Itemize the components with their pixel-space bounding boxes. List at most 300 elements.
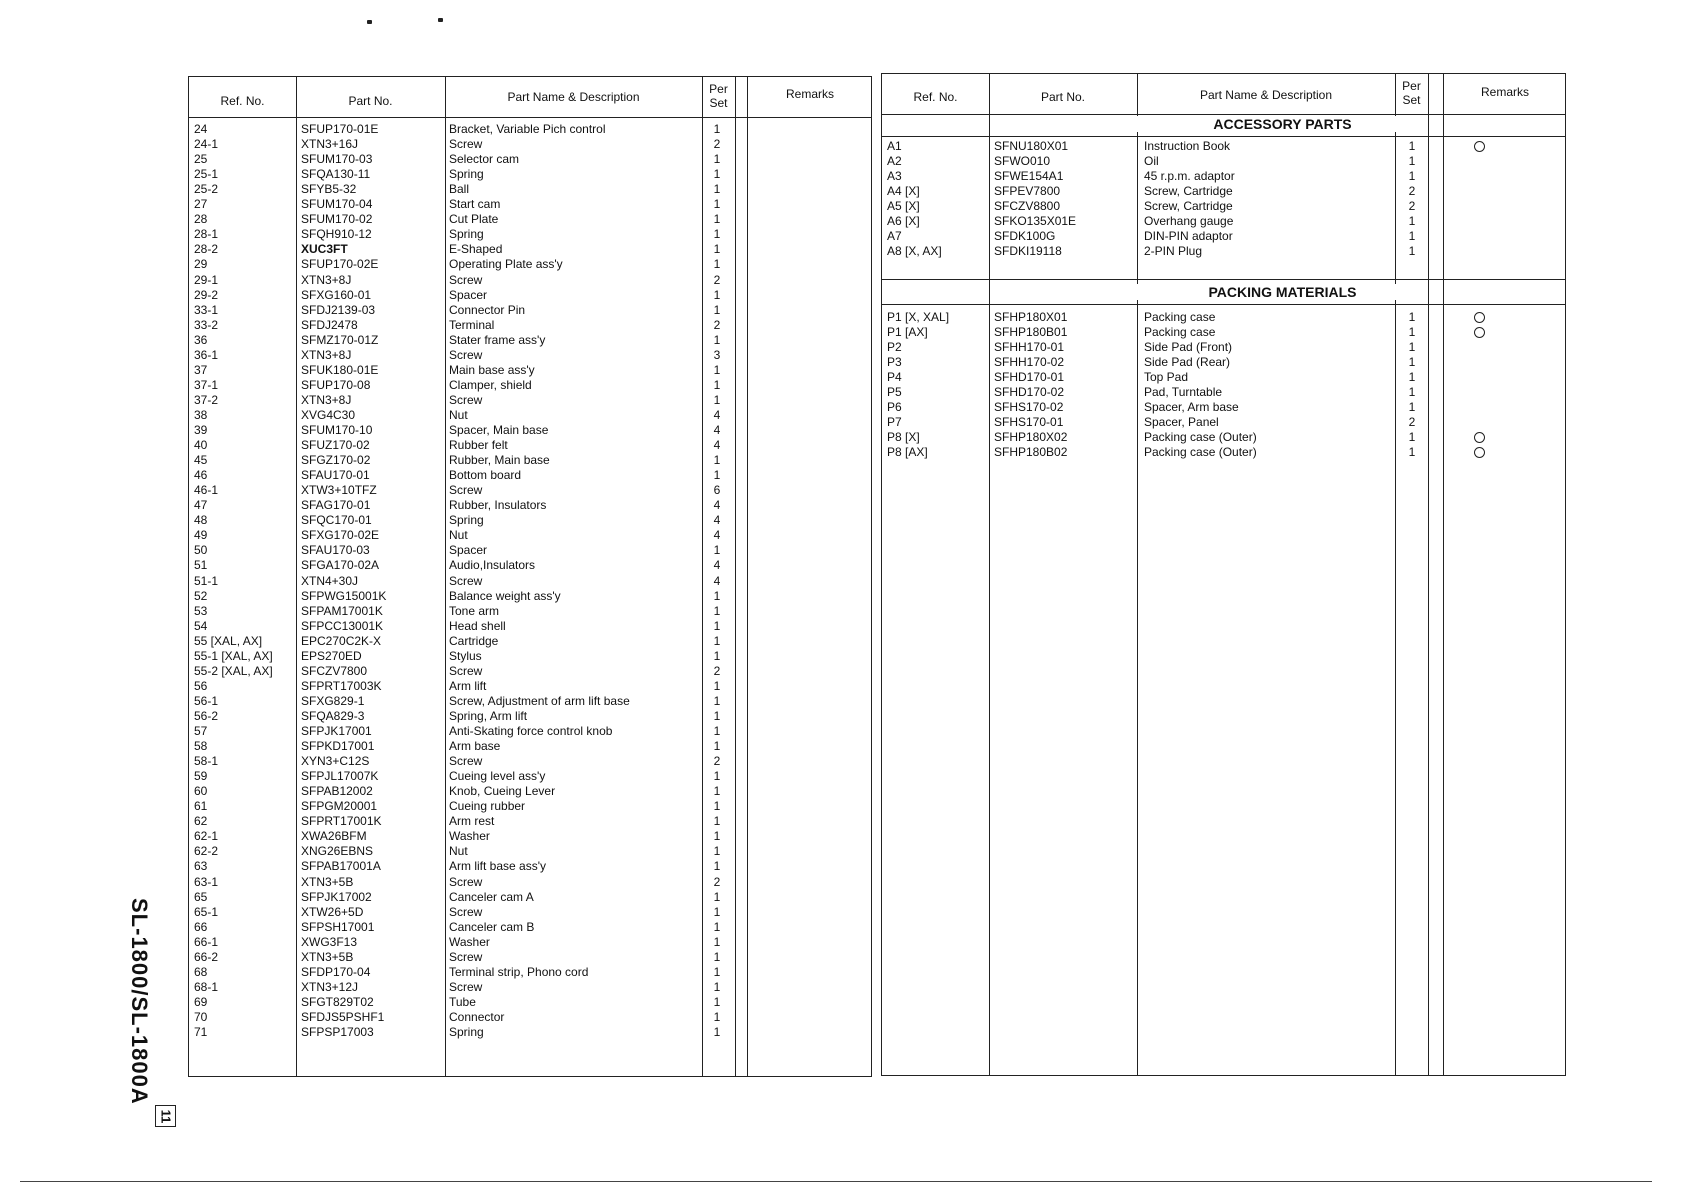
cell-part: XTN3+12J bbox=[301, 979, 359, 994]
cell-name: Bottom board bbox=[449, 468, 522, 483]
cell-qty: 1 bbox=[713, 197, 721, 212]
cell-ref: P8 [X] bbox=[887, 430, 920, 444]
cell-qty: 1 bbox=[713, 332, 721, 347]
remark-circle-icon bbox=[1474, 312, 1485, 323]
cell-name: Cut Plate bbox=[449, 212, 499, 227]
cell-ref: 24-1 bbox=[194, 137, 219, 152]
cell-name: Side Pad (Front) bbox=[1144, 340, 1233, 354]
cell-part: SFUM170-02 bbox=[301, 212, 373, 227]
cell-ref: 39 bbox=[194, 423, 208, 437]
cell-ref: 55-1 [XAL, AX] bbox=[194, 648, 273, 663]
cell-qty: 1 bbox=[713, 377, 721, 392]
cell-ref: 58-1 bbox=[194, 754, 219, 769]
cell-part: SFDJ2139-03 bbox=[301, 302, 376, 317]
cell-ref: P2 bbox=[887, 340, 902, 354]
cell-qty: 1 bbox=[713, 302, 721, 317]
cell-part: SFWO010 bbox=[994, 154, 1051, 168]
cell-name: 45 r.p.m. adaptor bbox=[1144, 169, 1235, 183]
header-part-name: Part Name & Description bbox=[1199, 88, 1333, 102]
cell-part: SFHP180X01 bbox=[994, 310, 1068, 324]
cell-name: Side Pad (Rear) bbox=[1144, 355, 1231, 369]
header-per-set: Per Set bbox=[1402, 79, 1421, 107]
cell-ref: A4 [X] bbox=[887, 184, 920, 198]
cell-ref: 37 bbox=[194, 362, 208, 377]
cell-name: Selector cam bbox=[449, 152, 520, 167]
cell-qty: 1 bbox=[713, 603, 721, 618]
cell-ref: 45 bbox=[194, 453, 208, 468]
cell-name: E-Shaped bbox=[449, 242, 503, 257]
cell-name: Screw bbox=[449, 904, 483, 919]
cell-part: SFHP180B02 bbox=[994, 445, 1068, 459]
cell-part: SFUM170-10 bbox=[301, 423, 373, 437]
remark-circle-icon bbox=[1474, 141, 1485, 152]
header-part-no: Part No. bbox=[1040, 90, 1085, 104]
cell-part: EPC270C2K-X bbox=[301, 633, 382, 648]
cell-name: Spring bbox=[449, 167, 484, 182]
cell-ref: 59 bbox=[194, 769, 208, 784]
cell-name: Arm lift base ass'y bbox=[449, 859, 546, 874]
cell-part: XTW26+5D bbox=[301, 904, 364, 919]
cell-name: Rubber felt bbox=[449, 438, 508, 453]
cell-qty: 1 bbox=[713, 1025, 721, 1039]
cell-ref: 29-2 bbox=[194, 287, 219, 302]
cell-name: Cueing rubber bbox=[449, 799, 526, 814]
cell-part: SFXG160-01 bbox=[301, 287, 372, 302]
cell-ref: 36-1 bbox=[194, 347, 219, 362]
cell-ref: A3 bbox=[887, 169, 902, 183]
cell-ref: P8 [AX] bbox=[887, 445, 928, 459]
cell-ref: 28 bbox=[194, 212, 208, 227]
cell-name: Oil bbox=[1144, 154, 1159, 168]
cell-part: SFQA130-11 bbox=[301, 167, 371, 182]
cell-name: Anti-Skating force control knob bbox=[449, 724, 613, 738]
cell-part: XNG26EBNS bbox=[301, 844, 374, 859]
cell-name: Nut bbox=[449, 844, 468, 859]
cell-name: Screw bbox=[449, 754, 483, 769]
cell-part: SFHD170-01 bbox=[994, 370, 1065, 384]
page-number-text: 11 bbox=[158, 1109, 173, 1123]
cell-qty: 1 bbox=[713, 799, 721, 814]
cell-part: SFUM170-03 bbox=[301, 152, 373, 167]
cell-name: Packing case bbox=[1144, 310, 1216, 324]
cell-ref: 57 bbox=[194, 724, 208, 738]
cell-part: SFGA170-02A bbox=[301, 558, 380, 573]
cell-ref: 28-1 bbox=[194, 227, 219, 242]
cell-qty: 1 bbox=[713, 167, 721, 182]
cell-ref: 37-2 bbox=[194, 392, 219, 407]
cell-part: SFUK180-01E bbox=[301, 362, 379, 377]
remark-circle-icon bbox=[1474, 447, 1485, 458]
cell-name: Screw, Cartridge bbox=[1144, 184, 1233, 198]
cell-part: XTN3+16J bbox=[301, 137, 359, 152]
header-remarks: Remarks bbox=[785, 87, 834, 101]
cell-ref: A2 bbox=[887, 154, 902, 168]
cell-ref: 25-1 bbox=[194, 167, 219, 182]
cell-qty: 1 bbox=[713, 949, 721, 964]
cell-part: SFPAB12002 bbox=[301, 784, 373, 799]
cell-ref: 65-1 bbox=[194, 904, 219, 919]
cell-name: Packing case (Outer) bbox=[1144, 445, 1257, 459]
cell-ref: 36 bbox=[194, 332, 208, 347]
cell-qty: 1 bbox=[713, 362, 721, 377]
cell-ref: P7 bbox=[887, 415, 902, 429]
cell-ref: 53 bbox=[194, 603, 208, 618]
model-title: SL-1800/SL-1800A bbox=[127, 898, 152, 1105]
cell-ref: 56-2 bbox=[194, 708, 219, 723]
cell-name: DIN-PIN adaptor bbox=[1144, 229, 1233, 243]
cell-name: Rubber, Main base bbox=[449, 453, 550, 468]
cell-name: Screw, Cartridge bbox=[1144, 199, 1233, 213]
cell-part: EPS270ED bbox=[301, 648, 362, 663]
cell-part: SFQA829-3 bbox=[301, 708, 365, 723]
cell-name: Screw bbox=[449, 272, 483, 287]
cell-qty: 1 bbox=[713, 287, 721, 302]
cell-name: Spacer, Panel bbox=[1144, 415, 1219, 429]
cell-qty: 1 bbox=[713, 227, 721, 242]
cell-name: Spacer, Arm base bbox=[1144, 400, 1239, 414]
cell-ref: A5 [X] bbox=[887, 199, 920, 213]
cell-name: Packing case (Outer) bbox=[1144, 430, 1257, 444]
cell-ref: 63 bbox=[194, 859, 208, 874]
cell-ref: 24 bbox=[194, 122, 208, 136]
cell-ref: 66 bbox=[194, 919, 208, 934]
cell-ref: 62 bbox=[194, 814, 208, 829]
cell-part: XVG4C30 bbox=[301, 407, 356, 422]
cell-name: Nut bbox=[449, 407, 468, 422]
cell-part: SFPJK17001 bbox=[301, 724, 372, 738]
cell-qty: 1 bbox=[713, 182, 721, 197]
remark-circle-icon bbox=[1474, 327, 1485, 338]
cell-qty: 1 bbox=[713, 919, 721, 934]
cell-qty: 1 bbox=[1408, 139, 1416, 153]
cell-qty: 1 bbox=[713, 588, 721, 603]
cell-qty: 1 bbox=[713, 453, 721, 468]
cell-ref: 29-1 bbox=[194, 272, 219, 287]
cell-qty: 1 bbox=[1408, 214, 1416, 228]
cell-name: Instruction Book bbox=[1144, 139, 1231, 153]
cell-qty: 2 bbox=[713, 137, 721, 152]
cell-name: Arm lift bbox=[449, 678, 487, 693]
cell-ref: 70 bbox=[194, 1009, 208, 1024]
cell-qty: 1 bbox=[1408, 325, 1416, 339]
cell-part: XTN3+5B bbox=[301, 874, 354, 889]
cell-ref: 63-1 bbox=[194, 874, 219, 889]
cell-part: SFCZV8800 bbox=[994, 199, 1061, 213]
cell-part: SFKO135X01E bbox=[994, 214, 1077, 228]
cell-part: SFQC170-01 bbox=[301, 513, 372, 528]
cell-name: Overhang gauge bbox=[1144, 214, 1234, 228]
cell-name: Screw bbox=[449, 483, 483, 498]
cell-qty: 2 bbox=[713, 754, 721, 769]
cell-qty: 4 bbox=[713, 573, 721, 588]
cell-qty: 3 bbox=[713, 347, 721, 362]
cell-ref: 71 bbox=[194, 1025, 208, 1039]
cell-name: Screw bbox=[449, 137, 483, 152]
cell-name: Washer bbox=[449, 829, 490, 844]
section-title-accessory-parts: ACCESSORY PARTS bbox=[1137, 116, 1428, 132]
cell-ref: 51 bbox=[194, 558, 208, 573]
cell-part: SFAU170-03 bbox=[301, 543, 370, 558]
header-part-no: Part No. bbox=[348, 94, 393, 108]
cell-qty: 1 bbox=[713, 122, 721, 136]
cell-part: SFDK100G bbox=[994, 229, 1056, 243]
cell-name: Washer bbox=[449, 934, 490, 949]
cell-ref: 60 bbox=[194, 784, 208, 799]
cell-name: Top Pad bbox=[1144, 370, 1189, 384]
cell-ref: 54 bbox=[194, 618, 208, 633]
cell-qty: 1 bbox=[713, 829, 721, 844]
cell-ref: P1 [AX] bbox=[887, 325, 928, 339]
cell-ref: P1 [X, XAL] bbox=[887, 310, 950, 324]
cell-qty: 1 bbox=[713, 708, 721, 723]
cell-qty: 1 bbox=[1408, 355, 1416, 369]
cell-part: SFPSH17001 bbox=[301, 919, 375, 934]
cell-part: SFCZV7800 bbox=[301, 663, 368, 678]
cell-part: SFUM170-04 bbox=[301, 197, 373, 212]
cell-part: SFMZ170-01Z bbox=[301, 332, 379, 347]
cell-name: Start cam bbox=[449, 197, 501, 212]
cell-qty: 4 bbox=[713, 423, 721, 437]
cell-part: SFPAM17001K bbox=[301, 603, 383, 618]
cell-part: SFPJK17002 bbox=[301, 889, 372, 904]
cell-qty: 1 bbox=[713, 468, 721, 483]
cell-part: XTN3+8J bbox=[301, 392, 352, 407]
cell-qty: 1 bbox=[1408, 244, 1416, 258]
header-ref-no: Ref. No. bbox=[220, 94, 265, 108]
cell-ref: 47 bbox=[194, 498, 208, 513]
cell-name: Terminal strip, Phono cord bbox=[449, 964, 589, 979]
cell-qty: 2 bbox=[713, 272, 721, 287]
cell-qty: 1 bbox=[1408, 400, 1416, 414]
cell-part: XUC3FT bbox=[301, 242, 348, 257]
cell-ref: 49 bbox=[194, 528, 208, 543]
cell-part: XTW3+10TFZ bbox=[301, 483, 377, 498]
cell-part: SFPCC13001K bbox=[301, 618, 384, 633]
bottom-rule bbox=[20, 1181, 1652, 1182]
cell-part: SFPSP17003 bbox=[301, 1025, 374, 1039]
cell-part: SFPGM20001 bbox=[301, 799, 378, 814]
cell-name: Spacer, Main base bbox=[449, 423, 549, 437]
cell-name: Pad, Turntable bbox=[1144, 385, 1223, 399]
header-per-set: Per Set bbox=[709, 82, 728, 110]
cell-qty: 1 bbox=[1408, 229, 1416, 243]
cell-qty: 1 bbox=[713, 678, 721, 693]
cell-qty: 1 bbox=[713, 724, 721, 738]
cell-part: XTN4+30J bbox=[301, 573, 359, 588]
cell-part: SFHH170-02 bbox=[994, 355, 1065, 369]
cell-name: Screw bbox=[449, 347, 483, 362]
cell-qty: 1 bbox=[713, 1009, 721, 1024]
cell-name: Spring bbox=[449, 513, 484, 528]
cell-name: Cartridge bbox=[449, 633, 499, 648]
cell-ref: 25 bbox=[194, 152, 208, 167]
cell-ref: 52 bbox=[194, 588, 208, 603]
cell-name: Screw bbox=[449, 392, 483, 407]
cell-name: Audio,Insulators bbox=[449, 558, 536, 573]
cell-ref: 61 bbox=[194, 799, 208, 814]
cell-ref: 66-2 bbox=[194, 949, 219, 964]
cell-part: SFPRT17001K bbox=[301, 814, 382, 829]
cell-part: SFWE154A1 bbox=[994, 169, 1064, 183]
cell-ref: 55 [XAL, AX] bbox=[194, 633, 263, 648]
cell-qty: 1 bbox=[713, 814, 721, 829]
cell-qty: 1 bbox=[713, 633, 721, 648]
cell-qty: 1 bbox=[1408, 169, 1416, 183]
cell-ref: 58 bbox=[194, 739, 208, 754]
cell-part: XWG3F13 bbox=[301, 934, 358, 949]
cell-ref: 56 bbox=[194, 678, 208, 693]
cell-name: Screw bbox=[449, 573, 483, 588]
cell-qty: 1 bbox=[713, 543, 721, 558]
cell-qty: 2 bbox=[1408, 415, 1416, 429]
cell-name: Screw bbox=[449, 663, 483, 678]
cell-part: SFDKI19118 bbox=[994, 244, 1062, 258]
cell-qty: 4 bbox=[713, 498, 721, 513]
cell-name: Canceler cam B bbox=[449, 919, 535, 934]
cell-qty: 1 bbox=[1408, 340, 1416, 354]
cell-part: SFXG170-02E bbox=[301, 528, 380, 543]
cell-name: Connector Pin bbox=[449, 302, 526, 317]
cell-qty: 1 bbox=[713, 618, 721, 633]
cell-ref: 56-1 bbox=[194, 693, 219, 708]
cell-part: SFNU180X01 bbox=[994, 139, 1069, 153]
cell-ref: 69 bbox=[194, 994, 208, 1009]
cell-name: Bracket, Variable Pich control bbox=[449, 122, 606, 136]
cell-part: SFDP170-04 bbox=[301, 964, 371, 979]
remark-circle-icon bbox=[1474, 432, 1485, 443]
cell-name: Balance weight ass'y bbox=[449, 588, 561, 603]
cell-part: XTN3+8J bbox=[301, 347, 352, 362]
cell-ref: A1 bbox=[887, 139, 902, 153]
cell-name: Spring, Arm lift bbox=[449, 708, 528, 723]
cell-part: SFHH170-01 bbox=[994, 340, 1065, 354]
parts-table-main bbox=[188, 76, 872, 1077]
cell-qty: 1 bbox=[713, 979, 721, 994]
cell-name: Arm base bbox=[449, 739, 501, 754]
cell-part: SFGT829T02 bbox=[301, 994, 374, 1009]
cell-ref: 29 bbox=[194, 257, 208, 272]
cell-part: SFDJS5PSHF1 bbox=[301, 1009, 385, 1024]
cell-part: SFAG170-01 bbox=[301, 498, 371, 513]
cell-name: Tone arm bbox=[449, 603, 500, 618]
cell-ref: A7 bbox=[887, 229, 902, 243]
cell-qty: 4 bbox=[713, 438, 721, 453]
cell-qty: 1 bbox=[713, 648, 721, 663]
page-number bbox=[155, 1105, 176, 1127]
cell-part: SFUP170-02E bbox=[301, 257, 379, 272]
cell-qty: 1 bbox=[1408, 385, 1416, 399]
cell-qty: 1 bbox=[1408, 154, 1416, 168]
cell-name: Screw bbox=[449, 949, 483, 964]
cell-part: SFPKD17001 bbox=[301, 739, 375, 754]
cell-part: SFUP170-01E bbox=[301, 122, 379, 136]
cell-part: SFHP180B01 bbox=[994, 325, 1068, 339]
cell-part: SFQH910-12 bbox=[301, 227, 372, 242]
cell-name: Spring bbox=[449, 227, 484, 242]
cell-qty: 4 bbox=[713, 528, 721, 543]
cell-ref: P6 bbox=[887, 400, 902, 414]
cell-ref: 68-1 bbox=[194, 979, 219, 994]
cell-name: Arm rest bbox=[449, 814, 495, 829]
cell-name: Clamper, shield bbox=[449, 377, 532, 392]
cell-ref: 38 bbox=[194, 407, 208, 422]
cell-ref: A8 [X, AX] bbox=[887, 244, 942, 258]
cell-ref: 48 bbox=[194, 513, 208, 528]
header-part-name: Part Name & Description bbox=[507, 90, 640, 104]
cell-name: Cueing level ass'y bbox=[449, 769, 546, 784]
cell-part: XTN3+8J bbox=[301, 272, 352, 287]
cell-part: SFHD170-02 bbox=[994, 385, 1065, 399]
cell-ref: 62-2 bbox=[194, 844, 219, 859]
cell-name: Stater frame ass'y bbox=[449, 332, 546, 347]
cell-qty: 4 bbox=[713, 407, 721, 422]
cell-qty: 1 bbox=[713, 859, 721, 874]
cell-part: SFHS170-02 bbox=[994, 400, 1064, 414]
cell-part: SFAU170-01 bbox=[301, 468, 370, 483]
cell-name: 2-PIN Plug bbox=[1144, 244, 1203, 258]
cell-part: XYN3+C12S bbox=[301, 754, 370, 769]
cell-part: SFPWG15001K bbox=[301, 588, 387, 603]
cell-ref: P5 bbox=[887, 385, 902, 399]
cell-qty: 1 bbox=[713, 904, 721, 919]
cell-name: Knob, Cueing Lever bbox=[449, 784, 556, 799]
cell-name: Tube bbox=[449, 994, 476, 1009]
cell-name: Rubber, Insulators bbox=[449, 498, 547, 513]
cell-part: SFUP170-08 bbox=[301, 377, 371, 392]
scan-mark bbox=[367, 20, 372, 24]
cell-name: Spacer bbox=[449, 287, 488, 302]
parts-table-accessories bbox=[881, 73, 1566, 1076]
cell-qty: 1 bbox=[713, 212, 721, 227]
cell-qty: 1 bbox=[1408, 445, 1416, 459]
cell-ref: A6 [X] bbox=[887, 214, 920, 228]
cell-name: Spacer bbox=[449, 543, 488, 558]
cell-qty: 1 bbox=[713, 964, 721, 979]
cell-ref: P4 bbox=[887, 370, 902, 384]
cell-qty: 4 bbox=[713, 513, 721, 528]
cell-part: SFPEV7800 bbox=[994, 184, 1061, 198]
cell-qty: 1 bbox=[713, 934, 721, 949]
cell-part: SFHS170-01 bbox=[994, 415, 1064, 429]
cell-name: Screw bbox=[449, 874, 483, 889]
cell-qty: 1 bbox=[713, 242, 721, 257]
cell-ref: 66-1 bbox=[194, 934, 219, 949]
scan-mark bbox=[438, 18, 443, 22]
cell-ref: 50 bbox=[194, 543, 208, 558]
cell-name: Ball bbox=[449, 182, 470, 197]
cell-part: SFPAB17001A bbox=[301, 859, 381, 874]
cell-name: Operating Plate ass'y bbox=[449, 257, 563, 272]
cell-ref: 28-2 bbox=[194, 242, 219, 257]
section-title-packing-materials: PACKING MATERIALS bbox=[1137, 284, 1428, 300]
cell-qty: 1 bbox=[713, 769, 721, 784]
cell-part: XWA26BFM bbox=[301, 829, 367, 844]
cell-ref: 51-1 bbox=[194, 573, 219, 588]
cell-qty: 1 bbox=[713, 844, 721, 859]
cell-part: SFPJL17007K bbox=[301, 769, 379, 784]
cell-ref: 46-1 bbox=[194, 483, 219, 498]
cell-qty: 2 bbox=[1408, 184, 1416, 198]
cell-part: SFXG829-1 bbox=[301, 693, 365, 708]
cell-name: Connector bbox=[449, 1009, 505, 1024]
cell-qty: 2 bbox=[713, 663, 721, 678]
cell-name: Terminal bbox=[449, 317, 495, 332]
cell-qty: 1 bbox=[1408, 370, 1416, 384]
cell-ref: 40 bbox=[194, 438, 208, 453]
cell-qty: 6 bbox=[713, 483, 721, 498]
cell-ref: 55-2 [XAL, AX] bbox=[194, 663, 273, 678]
cell-qty: 1 bbox=[713, 392, 721, 407]
